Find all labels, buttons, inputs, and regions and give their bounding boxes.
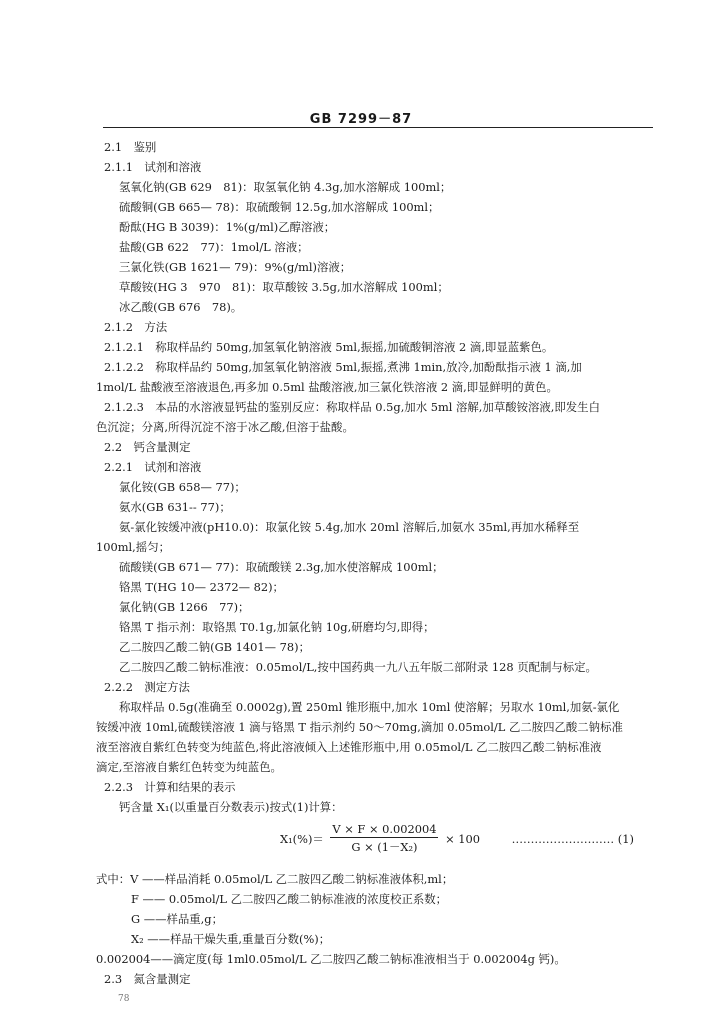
reagent-line: 铬黑 T(HG 10— 2372— 82)； [119,580,284,594]
paragraph-line: 2.1.2.1 称取样品约 50mg,加氢氧化钠溶液 5ml,振摇,加硫酸铜溶液 2 滴,即显蓝紫色。 [104,340,554,354]
reagent-line: 乙二胺四乙酸二钠(GB 1401— 78)； [119,640,310,654]
variable-definition: G ——样品重,g； [131,912,223,926]
header-rule [103,127,653,128]
paragraph-line: 钙含量 X₁(以重量百分数表示)按式(1)计算： [119,800,343,814]
formula-1 [280,822,634,858]
subsection-heading: 2.2.1 试剂和溶液 [104,460,202,474]
reagent-line: 氯化铵(GB 658— 77)； [119,480,246,494]
paragraph-line: 铵缓冲液 10ml,硫酸镁溶液 1 滴与铬黑 T 指示剂约 50～70mg,滴加 0.05mol/L 乙二胺四乙酸二钠标准 [96,720,623,734]
paragraph-line: 液至溶液自紫红色转变为纯蓝色,将此溶液倾入上述锥形瓶中,用 0.05mol/L 乙二胺四乙酸二钠标准液 [96,740,602,754]
paragraph-line: 1mol/L 盐酸液至溶液退色,再多加 0.5ml 盐酸溶液,加三氯化铁溶液 2 滴,即显鲜明的黄色。 [96,380,558,394]
formula-leader-dots: ……………………… [511,831,615,846]
subsection-heading: 2.1.2 方法 [104,320,168,334]
reagent-line: 硫酸铜(GB 665— 78)：取硫酸铜 12.5g,加水溶解成 100ml； [119,200,440,214]
formula-number: (1) [617,831,634,846]
section-heading: 2.1 鉴别 [104,140,157,154]
reagent-line: 乙二胺四乙酸二钠标准液：0.05mol/L,按中国药典一九八五年版二部附录 128 页配制与标定。 [119,660,597,674]
paragraph-line: 称取样品 0.5g(准确至 0.0002g),置 250ml 锥形瓶中,加水 10ml 使溶解；另取水 10ml,加氨-氯化 [119,700,620,714]
variable-definition: 0.002004——滴定度(每 1ml0.05mol/L 乙二胺四乙酸二钠标准液相当于 0.002004g 钙)。 [96,952,566,966]
subsection-heading: 2.2.2 测定方法 [104,680,190,694]
paragraph-line: 2.1.2.3 本品的水溶液显钙盐的鉴别反应：称取样品 0.5g,加水 5ml 溶解,加草酸铵溶液,即发生白 [104,400,600,414]
page-header: GB 7299－87 [309,112,413,127]
paragraph-line: 2.1.2.2 称取样品约 50mg,加氢氧化钠溶液 5ml,振摇,煮沸 1min,放冷,加酚酞指示液 1 滴,加 [104,360,582,374]
page-number: 78 [118,994,130,1004]
reagent-line: 氨-氯化铵缓冲液(pH10.0)：取氯化铵 5.4g,加水 20ml 溶解后,加氨水 35ml,再加水稀释至 [119,520,580,534]
variable-definition: F —— 0.05mol/L 乙二胺四乙酸二钠标准液的浓度校正系数； [131,892,448,906]
reagent-line: 冰乙酸(GB 676 78)。 [119,300,243,314]
variable-definition: X₂ ——样品干燥失重,重量百分数(%)； [131,932,331,946]
formula-fraction [330,822,438,855]
formula-rhs: × 100 [445,831,480,846]
formula-lhs: X₁(%)＝ [280,831,324,846]
reagent-line: 盐酸(GB 622 77)：1mol/L 溶液； [119,240,309,254]
section-heading: 2.3 氮含量测定 [104,972,191,986]
paragraph-line: 滴定,至溶液自紫红色转变为纯蓝色。 [96,760,282,774]
paragraph-line: 色沉淀；分离,所得沉淀不溶于冰乙酸,但溶于盐酸。 [96,420,354,434]
reagent-line: 铬黑 T 指示剂：取铬黑 T0.1g,加氯化钠 10g,研磨均匀,即得； [119,620,435,634]
reagent-line: 氢氧化钠(GB 629 81)：取氢氧化钠 4.3g,加水溶解成 100ml； [119,180,452,194]
formula-numerator: V × F × 0.002004 [332,822,437,836]
section-heading: 2.2 钙含量测定 [104,440,191,454]
reagent-line: 三氯化铁(GB 1621— 79)：9%(g/ml)溶液； [119,260,352,274]
reagent-line: 酚酞(HG B 3039)：1%(g/ml)乙醇溶液； [119,220,336,234]
reagent-line: 氯化钠(GB 1266 77)； [119,600,250,614]
subsection-heading: 2.2.3 计算和结果的表示 [104,780,236,794]
reagent-line: 100ml,摇匀； [96,540,170,554]
reagent-line: 草酸铵(HG 3 970 81)：取草酸铵 3.5g,加水溶解成 100ml； [119,280,449,294]
variable-definition: 式中：V ——样品消耗 0.05mol/L 乙二胺四乙酸二钠标准液体积,ml； [96,872,454,886]
formula-denominator: G × (1－X₂) [351,840,418,854]
reagent-line: 氨水(GB 631-- 77)； [119,500,231,514]
reagent-line: 硫酸镁(GB 671— 77)：取硫酸镁 2.3g,加水使溶解成 100ml； [119,560,444,574]
subsection-heading: 2.1.1 试剂和溶液 [104,160,202,174]
